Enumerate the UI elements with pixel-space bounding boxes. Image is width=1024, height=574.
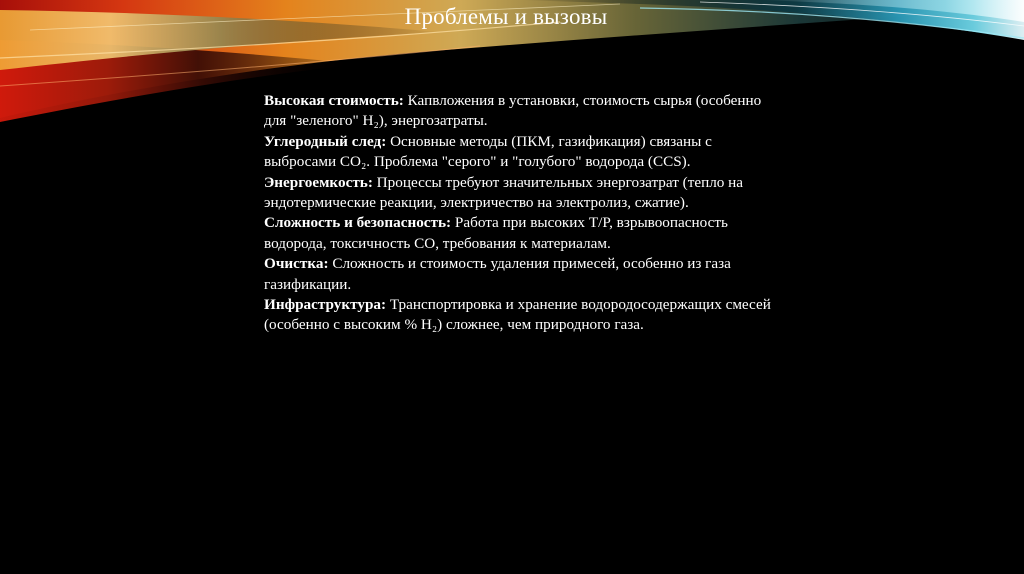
item-term: Инфраструктура: <box>264 296 387 314</box>
list-item-cost <box>264 91 774 132</box>
item-term: Углеродный след: <box>264 132 387 150</box>
item-text: Основные методы (ПКМ, газификация) связаны с выбросами CO₂. Проблема "серого" и "голубого" водорода (CCS). <box>264 132 712 171</box>
item-text: Капвложения в установки, стоимость сырья (особенно для "зеленого" H₂), энергозатраты. <box>264 92 762 130</box>
item-term: Сложность и безопасность: <box>264 214 452 232</box>
item-text: Работа при высоких T/P, взрывоопасность водорода, токсичность CO, требования к материалам. <box>264 214 728 252</box>
item-text: Сложность и стоимость удаления примесей, особенно из газа газификации. <box>264 255 731 293</box>
list-item-complexity-safety <box>264 213 774 254</box>
item-term: Энергоемкость: <box>264 173 373 191</box>
item-text: Транспортировка и хранение водородосодержащих смесей (особенно с высоким % H₂) сложнее, чем природного газа. <box>264 296 771 334</box>
list-item-purification <box>264 254 774 295</box>
item-text: Процессы требуют значительных энергозатрат (тепло на эндотермические реакции, электричество на электролиз, сжатие). <box>264 173 744 212</box>
item-term: Очистка: <box>264 255 329 273</box>
slide-title: Проблемы и вызовы <box>404 4 608 29</box>
list-item-infrastructure <box>264 295 774 336</box>
list-item-energy-intensity <box>264 173 774 214</box>
item-term: Высокая стоимость: <box>264 92 404 109</box>
list-item-carbon-footprint <box>264 132 774 173</box>
slide-body <box>264 91 774 336</box>
